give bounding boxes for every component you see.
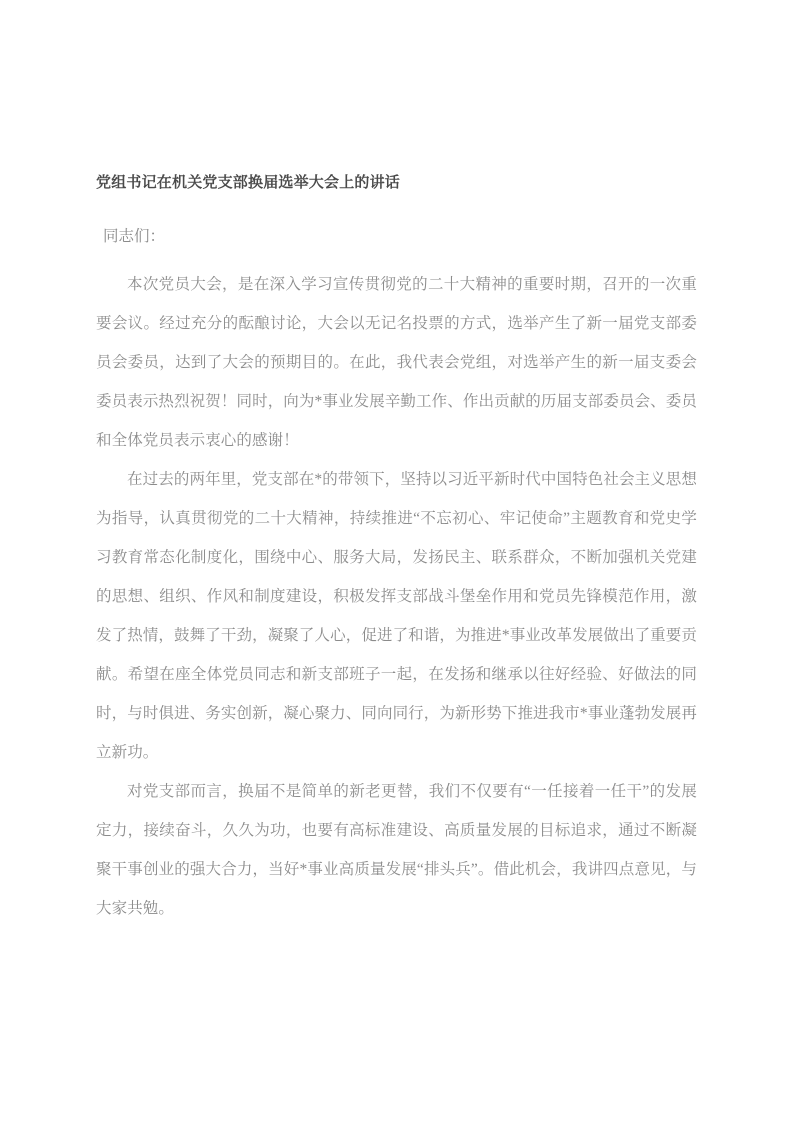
body-paragraph: 对党支部而言，换届不是简单的新老更替，我们不仅要有“一任接着一任干”的发展定力，接续奋斗，久久为功，也要有高标准建设、高质量发展的目标追求，通过不断凝聚干事创业的强大合力，当好*事业高质量发展“排头兵”。借此机会，我讲四点意见，与大家共勉。 (96, 783, 697, 917)
salutation: 同志们： (103, 228, 166, 245)
document-body (96, 172, 697, 928)
body-paragraph: 在过去的两年里，党支部在*的带领下，坚持以习近平新时代中国特色社会主义思想为指导，认真贯彻党的二十大精神，持续推进“不忘初心、牢记使命”主题教育和党史学习教育常态化制度化，围绕中心、服务大局，发扬民主、联系群众，不断加强机关党建的思想、组织、作风和制度建设，积极发挥支部战斗堡垒作用和党员先锋模范作用，激发了热情，鼓舞了干劲，凝聚了人心，促进了和谐，为推进*事业改革发展做出了重要贡献。希望在座全体党员同志和新支部班子一起，在发扬和继承以往好经验、好做法的同时，与时俱进、务实创新，凝心聚力、同向同行，为新形势下推进我市*事业蓬勃发展再立新功。 (96, 471, 697, 761)
document-title: 党组书记在机关党支部换届选举大会上的讲话 (96, 175, 401, 191)
body-paragraph: 本次党员大会，是在深入学习宣传贯彻党的二十大精神的重要时期，召开的一次重要会议。经过充分的酝酿讨论，大会以无记名投票的方式，选举产生了新一届党支部委员会委员，达到了大会的预期目的。在此，我代表会党组，对选举产生的新一届支委会委员表示热烈祝贺！同时，向为*事业发展辛勤工作、作出贡献的历届支部委员会、委员和全体党员表示衷心的感谢！ (96, 276, 697, 449)
